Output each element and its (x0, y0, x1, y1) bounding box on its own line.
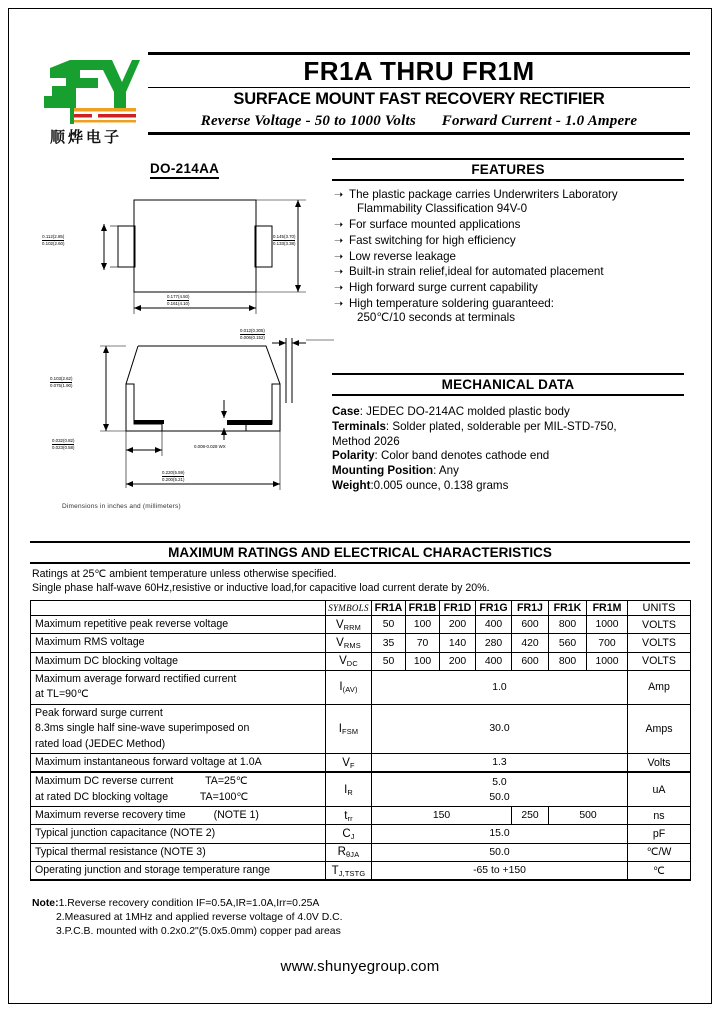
table-row (31, 825, 691, 843)
row-symbol: $I_{(AV)}$ (326, 671, 372, 705)
row-unit: VOLTS (628, 652, 691, 670)
header-part-fr1k: FR1K (549, 601, 587, 616)
row-value: 600 (512, 616, 549, 634)
row-value: 420 (512, 634, 549, 652)
row-value: 600 (512, 652, 549, 670)
row-unit: Volts (628, 753, 691, 772)
row-desc (31, 671, 326, 705)
row-value: 800 (549, 616, 587, 634)
row-value-span: 1.3 (372, 753, 628, 772)
mech-label: Mounting Position (332, 464, 434, 478)
bullet-icon: ➝ (334, 189, 344, 201)
table-row (31, 772, 691, 806)
row-unit: Amp (628, 671, 691, 705)
row-value: 200 (440, 652, 476, 670)
row-value-span: 15.0 (372, 825, 628, 843)
feature-item (332, 188, 684, 217)
row-unit: uA (628, 772, 691, 806)
row-value-100c: 50.0 (489, 791, 510, 803)
row-value: 100 (406, 652, 440, 670)
row-desc-line1: Maximum average forward rectified current (35, 673, 237, 686)
row-symbol: $R_{\theta JA}$ (326, 843, 372, 861)
table-row (31, 753, 691, 772)
table-row (31, 862, 691, 881)
row-symbol: $V_{RMS}$ (326, 634, 372, 652)
row-desc-note: (NOTE 1) (213, 808, 259, 821)
row-value: 200 (440, 616, 476, 634)
ratings-heading: MAXIMUM RATINGS AND ELECTRICAL CHARACTERISTICS (30, 541, 690, 564)
row-desc: Maximum DC blocking voltage (31, 652, 326, 670)
spec-reverse-voltage: Reverse Voltage - 50 to 1000 Volts (200, 113, 416, 130)
table-row (31, 652, 691, 670)
row-value: 400 (476, 616, 512, 634)
row-desc: Typical junction capacitance (NOTE 2) (31, 825, 326, 843)
ratings-conditions (32, 568, 692, 596)
dim-top-width: 0.112(2.85) 0.102(2.60) (42, 234, 65, 246)
row-desc-cond1: TA=25℃ (205, 775, 248, 788)
row-desc-line2: at TL=90℃ (35, 688, 89, 701)
features-heading: FEATURES (332, 158, 684, 181)
row-desc-line2: at rated DC blocking voltage TA=100℃ (35, 790, 249, 803)
row-value-group: 250 (512, 806, 549, 824)
row-unit: ℃/W (628, 843, 691, 861)
row-symbol: $V_{DC}$ (326, 652, 372, 670)
table-header-row (31, 601, 691, 616)
row-desc: Operating junction and storage temperature range (31, 862, 326, 881)
row-value: 560 (549, 634, 587, 652)
row-unit: pF (628, 825, 691, 843)
feature-item (332, 234, 684, 248)
note-item-1: 1.Reverse recovery condition IF=0.5A,IR=1.0A,Irr=0.25A (58, 898, 320, 909)
bullet-icon: ➝ (334, 282, 344, 294)
feature-item (332, 250, 684, 264)
header-part-fr1d: FR1D (440, 601, 476, 616)
notes-label: Note: (32, 898, 59, 909)
notes-block (32, 897, 342, 939)
bullet-icon: ➝ (334, 297, 344, 310)
feature-text: The plastic package carries Underwriters Laboratory (349, 188, 618, 201)
mech-row-weight: Weight:0.005 ounce, 0.138 grams (332, 479, 509, 493)
note-row-2 (32, 911, 342, 925)
row-value-span: 1.0 (372, 671, 628, 705)
mech-value: JEDEC DO-214AC molded plastic body (366, 405, 570, 418)
feature-item (332, 281, 684, 295)
row-desc: Maximum RMS voltage (31, 634, 326, 652)
mech-row-terminals: Terminals: Solder plated, solderable per MIL-STD-750, (332, 419, 617, 433)
dim-foot-length: 0.032(0.82) 0.023(0.58) (52, 438, 75, 450)
dim-body-length: 0.177(4.50) 0.161(4.10) (167, 294, 190, 306)
row-desc: Typical thermal resistance (NOTE 3) (31, 843, 326, 861)
row-value: 70 (406, 634, 440, 652)
row-value: 35 (372, 634, 406, 652)
row-desc-line2: 8.3ms single half sine-wave superimposed on (35, 722, 250, 735)
row-desc-line3: rated load (JEDEC Method) (35, 737, 166, 750)
mech-label: Case (332, 405, 360, 418)
row-symbol: $V_F$ (326, 753, 372, 772)
spec-forward-current: Forward Current - 1.0 Ampere (441, 113, 638, 130)
bullet-icon: ➝ (334, 219, 344, 231)
ratings-note-line1: Ratings at 25℃ ambient temperature unless otherwise specified. (32, 568, 337, 580)
package-type-label: DO-214AA (150, 161, 219, 179)
row-symbol: $T_{J,TSTG}$ (326, 862, 372, 881)
sy-logo-icon (36, 56, 140, 128)
row-desc-line1: Peak forward surge current (35, 706, 163, 719)
dim-plating-note: 0.008-0.028 WX (194, 444, 226, 449)
table-row (31, 671, 691, 705)
row-unit: VOLTS (628, 616, 691, 634)
row-value-25c: 5.0 (492, 776, 507, 788)
features-panel (332, 158, 684, 327)
row-unit: ns (628, 806, 691, 824)
dim-body-width: 0.145(3.70) 0.133(3.38) (273, 234, 296, 246)
row-value-span (372, 772, 628, 806)
bullet-icon: ➝ (334, 266, 344, 279)
page-title: FR1A THRU FR1M (303, 56, 535, 86)
row-value: 140 (440, 634, 476, 652)
row-value-group: 500 (549, 806, 628, 824)
row-symbol: $V_{RRM}$ (326, 616, 372, 634)
header-part-fr1j: FR1J (512, 601, 549, 616)
mech-row-terminals-cont (332, 435, 684, 450)
row-desc: Maximum instantaneous forward voltage at 1.0A (31, 753, 326, 772)
ratings-table (30, 600, 691, 881)
mech-label: Terminals (332, 419, 386, 433)
mech-row-case: Case: JEDEC DO-214AC molded plastic body (332, 405, 570, 418)
mech-row-polarity: Polarity: Color band denotes cathode end (332, 449, 550, 463)
company-name-cn: 顺烨电子 (49, 128, 122, 146)
mech-value: Any (438, 464, 459, 478)
row-desc (31, 704, 326, 753)
row-value: 700 (587, 634, 628, 652)
note-row-1 (32, 897, 342, 911)
feature-text: High temperature soldering guaranteed: (349, 296, 554, 310)
bullet-icon: ➝ (334, 234, 344, 247)
row-desc (31, 772, 326, 806)
row-symbol: $t_{rr}$ (326, 806, 372, 824)
row-value: 1000 (587, 652, 628, 670)
ratings-note-line2: Single phase half-wave 60Hz,resistive or inductive load,for capacitive load current derate by 20%. (32, 581, 490, 594)
row-value: 50 (372, 652, 406, 670)
title-block (148, 52, 690, 135)
row-value-span: 50.0 (372, 843, 628, 861)
note-row-3 (32, 925, 342, 939)
table-row (31, 704, 691, 753)
note-item-3: 3.P.C.B. mounted with 0.2x0.2"(5.0x5.0mm) copper pad areas (56, 926, 341, 938)
row-symbol: $I_{FSM}$ (326, 704, 372, 753)
feature-subtext: Flammability Classification 94V-0 (357, 202, 528, 216)
row-desc: Maximum repetitive peak reverse voltage (31, 616, 326, 634)
feature-subtext: 250℃/10 seconds at terminals (357, 311, 516, 324)
feature-text: High forward surge current capability (349, 281, 538, 294)
header-rule-bottom (148, 132, 690, 135)
header-symbols: SYMBOLS (326, 601, 372, 616)
row-value-span: -65 to +150 (372, 862, 628, 881)
row-value: 800 (549, 652, 587, 670)
table-row (31, 616, 691, 634)
feature-text: For surface mounted applications (349, 218, 521, 231)
page-header (30, 52, 690, 160)
company-logo (30, 56, 142, 160)
package-drawing (34, 188, 334, 518)
feature-text: Built-in strain relief,ideal for automated placement (349, 265, 604, 279)
row-symbol: $C_J$ (326, 825, 372, 843)
features-list (332, 188, 684, 325)
header-part-fr1b: FR1B (406, 601, 440, 616)
feature-item (332, 265, 684, 279)
table-row (31, 634, 691, 652)
footer-url[interactable]: www.shunyegroup.com (280, 958, 440, 975)
mechanical-panel (332, 373, 684, 494)
dim-overall-length: 0.220(5.59) 0.200(5.21) (162, 470, 185, 482)
row-value: 50 (372, 616, 406, 634)
page-subtitle: SURFACE MOUNT FAST RECOVERY RECTIFIER (233, 90, 605, 109)
dimension-units-note: Dimensions in inches and (millimeters) (62, 503, 181, 510)
row-unit: VOLTS (628, 634, 691, 652)
mech-label: Polarity (332, 449, 375, 463)
row-value-span: 30.0 (372, 704, 628, 753)
row-unit: Amps (628, 704, 691, 753)
row-value: 1000 (587, 616, 628, 634)
bullet-icon: ➝ (334, 250, 344, 263)
mech-label: Weight (332, 479, 371, 493)
row-value: 280 (476, 634, 512, 652)
mechanical-list (332, 405, 684, 494)
header-part-fr1a: FR1A (372, 601, 406, 616)
row-value: 400 (476, 652, 512, 670)
row-value: 100 (406, 616, 440, 634)
dim-thickness: 0.012(0.305) 0.006(0.152) (240, 328, 265, 340)
feature-text: Fast switching for high efficiency (349, 233, 516, 247)
header-specs (148, 110, 690, 132)
row-value-group: 150 (372, 806, 512, 824)
header-part-fr1m: FR1M (587, 601, 628, 616)
mech-value: Method 2026 (332, 434, 400, 448)
table-row (31, 806, 691, 824)
row-desc-line1: Maximum DC reverse current TA=25℃ (35, 775, 248, 788)
header-blank (31, 601, 326, 616)
row-desc-cond2: TA=100℃ (199, 790, 249, 803)
mech-value: 0.005 ounce, 0.138 grams (373, 479, 509, 493)
mechanical-heading: MECHANICAL DATA (332, 373, 684, 396)
row-desc: Maximum reverse recovery time (NOTE 1) (31, 806, 326, 824)
feature-item (332, 297, 684, 326)
table-row (31, 843, 691, 861)
header-units: UNITS (628, 601, 691, 616)
feature-item (332, 218, 684, 232)
dim-height: 0.103(2.62) 0.075(1.90) (50, 376, 73, 388)
mech-value: Color band denotes cathode end (380, 449, 550, 463)
mech-row-mounting: Mounting Position: Any (332, 464, 459, 478)
row-symbol: $I_R$ (326, 772, 372, 806)
note-item-2: 2.Measured at 1MHz and applied reverse voltage of 4.0V D.C. (56, 912, 343, 924)
mech-value: Solder plated, solderable per MIL-STD-750, (392, 419, 617, 433)
row-unit: ℃ (628, 862, 691, 881)
header-part-fr1g: FR1G (476, 601, 512, 616)
feature-text: Low reverse leakage (349, 249, 456, 263)
